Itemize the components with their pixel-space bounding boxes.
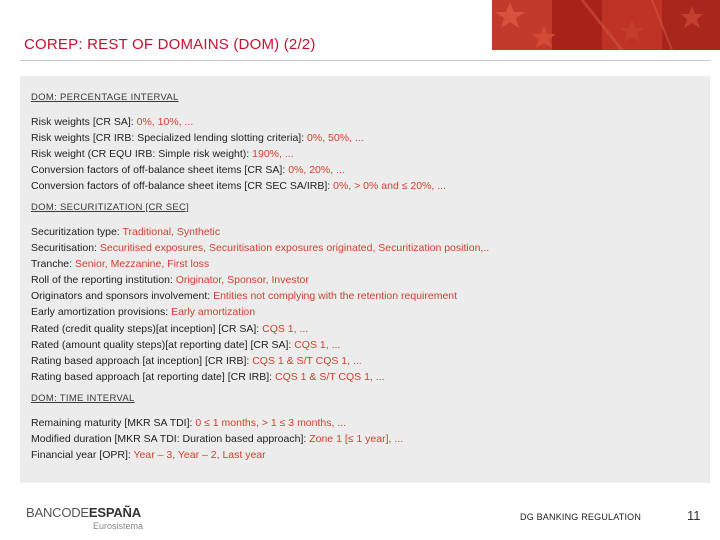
list-item bbox=[31, 162, 446, 178]
decorative-stars-banner bbox=[492, 0, 720, 50]
row-values: 0%, > 0% and ≤ 20%, ... bbox=[333, 180, 446, 193]
row-label: Conversion factors of off-balance sheet items [CR SEC SA/IRB]: bbox=[31, 180, 334, 193]
list-item bbox=[31, 304, 489, 320]
page-number: 11 bbox=[687, 508, 701, 523]
title-divider bbox=[20, 60, 710, 61]
row-values: Year – 3, Year – 2, Last year bbox=[133, 449, 266, 462]
row-values: Traditional, Synthetic bbox=[122, 226, 221, 238]
row-values: 0%, 10%, ... bbox=[136, 116, 194, 128]
section-percentage-interval bbox=[31, 92, 446, 194]
row-values: CQS 1 & S/T CQS 1, ... bbox=[274, 370, 385, 383]
section-title: DOM: TIME INTERVAL bbox=[31, 393, 135, 404]
section-securitization bbox=[31, 202, 489, 385]
row-values: 0%, 50%, ... bbox=[307, 132, 364, 145]
row-list bbox=[31, 415, 403, 463]
row-label: Rated (credit quality steps)[at inception] [CR SA]: bbox=[31, 322, 263, 335]
row-values: CQS 1, ... bbox=[294, 338, 341, 351]
row-label: Securitization type: bbox=[31, 226, 123, 238]
section-title: DOM: PERCENTAGE INTERVAL bbox=[31, 92, 179, 103]
row-label: Financial year [OPR]: bbox=[31, 449, 134, 462]
row-label: Roll of the reporting institution: bbox=[31, 274, 176, 287]
row-label: Remaining maturity [MKR SA TDI]: bbox=[31, 417, 196, 429]
list-item bbox=[31, 224, 489, 240]
row-values: Early amortization bbox=[171, 306, 256, 319]
list-item bbox=[31, 114, 446, 130]
row-label: Originators and sponsors involvement: bbox=[31, 290, 214, 303]
row-values: CQS 1, ... bbox=[262, 322, 309, 335]
row-values: 190%, ... bbox=[252, 148, 294, 161]
list-item bbox=[31, 415, 403, 431]
bank-logo bbox=[26, 505, 141, 520]
section-time-interval bbox=[31, 393, 403, 463]
row-values: Zone 1 [≤ 1 year], ... bbox=[309, 433, 404, 446]
row-label: Modified duration [MKR SA TDI: Duration based approach]: bbox=[31, 433, 310, 446]
row-values: Senior, Mezzanine, First loss bbox=[74, 258, 210, 271]
row-values: Originator, Sponsor, Investor bbox=[175, 274, 309, 287]
header-graphic bbox=[492, 0, 720, 50]
department-label: DG BANKING REGULATION bbox=[520, 512, 642, 522]
row-label: Rating based approach [at inception] [CR IRB]: bbox=[31, 354, 253, 367]
row-values: Entities not complying with the retention requirement bbox=[213, 290, 458, 303]
list-item bbox=[31, 256, 489, 272]
section-title: DOM: SECURITIZATION [CR SEC] bbox=[31, 202, 190, 213]
row-label: Risk weights [CR SA]: bbox=[31, 116, 137, 128]
row-label: Risk weight (CR EQU IRB: Simple risk weight): bbox=[31, 148, 253, 161]
list-item bbox=[31, 447, 403, 463]
list-item bbox=[31, 240, 489, 256]
list-item bbox=[31, 178, 446, 194]
row-values: 0%, 20%, ... bbox=[288, 164, 345, 177]
row-list bbox=[31, 114, 446, 194]
row-list bbox=[31, 224, 489, 385]
list-item bbox=[31, 353, 489, 369]
list-item bbox=[31, 321, 489, 337]
list-item bbox=[31, 130, 446, 146]
row-label: Risk weights [CR IRB: Specialized lending slotting criteria]: bbox=[31, 132, 308, 145]
list-item bbox=[31, 337, 489, 353]
logo-subtitle: Eurosistema bbox=[93, 521, 144, 531]
row-label: Early amortization provisions: bbox=[31, 306, 172, 319]
row-label: Tranche: bbox=[31, 258, 75, 271]
list-item bbox=[31, 431, 403, 447]
row-label: Conversion factors of off-balance sheet items [CR SA]: bbox=[31, 164, 289, 177]
row-values: 0 ≤ 1 months, > 1 ≤ 3 months, ... bbox=[195, 417, 347, 429]
logo-text-part1: BANCODE bbox=[26, 505, 89, 520]
list-item bbox=[31, 288, 489, 304]
row-label: Rating based approach [at reporting date] [CR IRB]: bbox=[31, 370, 275, 383]
row-label: Securitisation: bbox=[31, 242, 100, 255]
list-item bbox=[31, 272, 489, 288]
list-item bbox=[31, 369, 489, 385]
row-values: Securitised exposures, Securitisation exposures originated, Securitization position,.. bbox=[99, 242, 490, 255]
page-title: COREP: REST OF DOMAINS (DOM) (2/2) bbox=[24, 36, 316, 53]
row-label: Rated (amount quality steps)[at reporting date] [CR SA]: bbox=[31, 338, 295, 351]
logo-text-part2: ESPAÑA bbox=[88, 505, 141, 520]
row-values: CQS 1 & S/T CQS 1, ... bbox=[252, 354, 362, 367]
list-item bbox=[31, 146, 446, 162]
